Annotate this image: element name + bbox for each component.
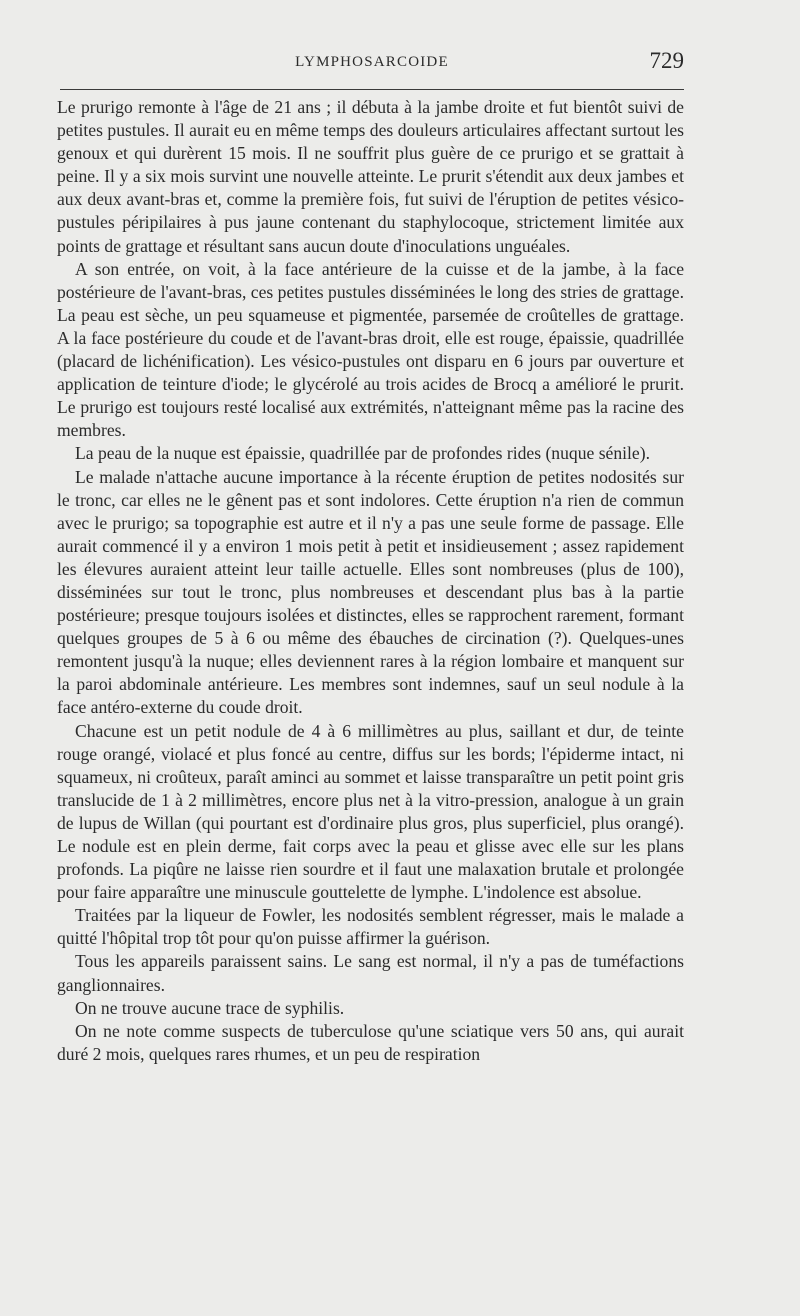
paragraph-9: On ne note comme suspects de tuberculose qu'une sciatique vers 50 ans, qui aurait duré 2 mois, quelques rares rhumes, et un peu de respiration <box>57 1020 684 1064</box>
paragraph-2: A son entrée, on voit, à la face antérieure de la cuisse et de la jambe, à la face postérieure de l'avant-bras, ces petites pustules disséminées le long des stries de grattage. La peau est sèche, un peu squameuse et pigmentée, parsemée de croûtelles de grattage. A la face postérieure du coude et de l'avant-bras droit, elle est rouge, épaissie, quadrillée (placard de lichénification). Les vésico-pustules ont disparu en 6 jours par ouverture et application de teinture d'iode; le glycérolé au trois acides de Brocq a amélioré le prurit. Le prurigo est toujours resté localisé aux extrémités, n'atteignant même pas la racine des membres. <box>57 258 684 441</box>
paragraph-6: Traitées par la liqueur de Fowler, les nodosités semblent régresser, mais le malade a quitté l'hôpital trop tôt pour qu'on puisse affirmer la guérison. <box>57 905 684 949</box>
header-rule <box>60 89 684 90</box>
running-title: LYMPHOSARCOIDE <box>295 54 449 70</box>
paragraph-7: Tous les appareils paraissent sains. Le sang est normal, il n'y a pas de tuméfactions ganglionnaires. <box>57 951 684 995</box>
body-text <box>57 96 684 1066</box>
paragraph-5: Chacune est un petit nodule de 4 à 6 millimètres au plus, saillant et dur, de teinte rouge orangé, violacé et plus foncé au centre, diffus sur les bords; l'épiderme intact, ni squameux, ni croûteux, paraît aminci au sommet et laisse transparaître un petit point gris translucide de 1 à 2 millimètres, encore plus net à la vitro-pression, analogue à un grain de lupus de Willan (qui pourtant est d'ordinaire plus gros, plus superficiel, plus orangé). Le nodule est en plein derme, fait corps avec la peau et glisse avec elle sur les plans profonds. La piqûre ne laisse rien sourdre et il faut une malaxation brutale et prolongée pour faire apparaître une minuscule gouttelette de lymphe. L'indolence est absolue. <box>57 720 684 903</box>
paragraph-8: On ne trouve aucune trace de syphilis. <box>75 997 345 1018</box>
paragraph-1: Le prurigo remonte à l'âge de 21 ans ; il débuta à la jambe droite et fut bientôt suivi de petites pustules. Il aurait eu en même temps des douleurs articulaires affectant surtout les genoux et qui durèrent 15 mois. Il ne souffrit plus guère de ce prurigo et se grattait à peine. Il y a six mois survint une nouvelle atteinte. Le prurit s'étendit aux deux jambes et aux deux avant-bras et, comme la première fois, fut suivi de l'éruption de petites vésico-pustules péripilaires à pus jaune contenant du staphylocoque, strictement limitée aux points de grattage et résultant sans aucun doute d'inoculations unguéales. <box>57 97 684 256</box>
paragraph-4: Le malade n'attache aucune importance à la récente éruption de petites nodosités sur le tronc, car elles ne le gênent pas et sont indolores. Cette éruption n'a rien de commun avec le prurigo; sa topographie est autre et il n'y a pas une seule forme de passage. Elle aurait commencé il y a environ 1 mois petit à petit et insidieusement ; assez rapidement les élevures auraient atteint leur taille actuelle. Elles sont nombreuses (plus de 100), disséminées sur tout le tronc, plus nombreuses et descendant plus bas à la partie postérieure; presque toujours isolées et distinctes, elles se rapprochent rarement, formant quelques groupes de 5 à 6 ou même des ébauches de circination (?). Quelques-unes remontent jusqu'à la nuque; elles deviennent rares à la région lombaire et manquent sur la paroi abdominale antérieure. Les membres sont indemnes, sauf un seul nodule à la face antéro-externe du coude droit. <box>57 466 684 718</box>
page-header <box>60 48 684 78</box>
page-number: 729 <box>649 48 684 73</box>
paragraph-3: La peau de la nuque est épaissie, quadrillée par de profondes rides (nuque sénile). <box>75 443 651 464</box>
